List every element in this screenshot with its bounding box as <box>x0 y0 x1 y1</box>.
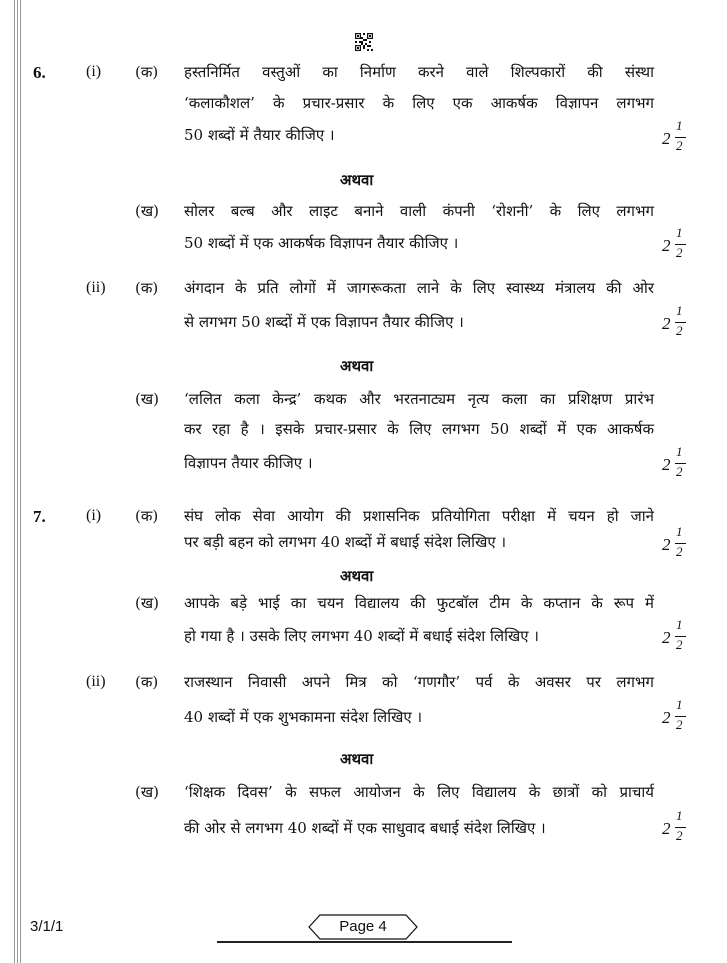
sub-question-label: (i) <box>86 507 102 524</box>
option-label: (ख) <box>135 390 159 408</box>
marks-fraction: 2 1 2 <box>662 225 688 267</box>
or-separator: अथवा <box>340 567 374 585</box>
question-number: 6. <box>33 63 46 82</box>
option-label: (क) <box>135 507 159 525</box>
question-text-line: कर रहा है । इसके प्रचार-प्रसार के लिए लगभग 50 शब्दों में एक आकर्षक <box>184 420 654 438</box>
marks-fraction: 2 1 2 <box>662 118 688 160</box>
marks-fraction: 2 1 2 <box>662 303 688 345</box>
option-label: (क) <box>135 673 159 691</box>
marks-fraction: 2 1 2 <box>662 808 688 850</box>
option-label: (क) <box>135 279 159 297</box>
question-text-line: पर बड़ी बहन को लगभग 40 शब्दों में बधाई संदेश लिखिए । <box>184 533 507 551</box>
marks-fraction: 2 1 2 <box>662 617 688 659</box>
marks-fraction: 2 1 2 <box>662 524 688 566</box>
question-number: 7. <box>33 507 46 526</box>
option-label: (क) <box>135 63 159 81</box>
question-text-line: 50 शब्दों में एक आकर्षक विज्ञापन तैयार कीजिए । <box>184 234 459 252</box>
paper-code: 3/1/1 <box>30 918 64 935</box>
question-text-line: विज्ञापन तैयार कीजिए । <box>184 454 313 472</box>
question-text-line: संघ लोक सेवा आयोग की प्रशासनिक प्रतियोगिता परीक्षा में चयन हो जाने <box>184 507 654 525</box>
question-text-line: 40 शब्दों में एक शुभकामना संदेश लिखिए । <box>184 708 423 726</box>
option-label: (ख) <box>135 594 159 612</box>
page-number: Page 4 <box>339 918 387 935</box>
qr-code-icon <box>355 33 373 51</box>
question-text-line: अंगदान के प्रति लोगों में जागरूकता लाने के लिए स्वास्थ्य मंत्रालय की ओर <box>184 279 654 297</box>
question-text-line: से लगभग 50 शब्दों में एक विज्ञापन तैयार कीजिए । <box>184 313 464 331</box>
question-text-line: सोलर बल्ब और लाइट बनाने वाली कंपनी ‘रोशनी’ के लिए लगभग <box>184 202 654 220</box>
or-separator: अथवा <box>340 357 374 375</box>
question-text-line: की ओर से लगभग 40 शब्दों में एक साधुवाद बधाई संदेश लिखिए । <box>184 819 546 837</box>
question-text-line: ‘कलाकौशल’ के प्रचार-प्रसार के लिए एक आकर्षक विज्ञापन लगभग <box>184 94 654 112</box>
marks-fraction: 2 1 2 <box>662 444 688 486</box>
or-separator: अथवा <box>340 171 374 189</box>
question-text-line: हस्तनिर्मित वस्तुओं का निर्माण करने वाले शिल्पकारों की संस्था <box>184 63 654 81</box>
question-text-line: 50 शब्दों में तैयार कीजिए । <box>184 126 335 144</box>
margin-rules <box>14 0 22 963</box>
question-text-line: हो गया है । उसके लिए लगभग 40 शब्दों में बधाई संदेश लिखिए । <box>184 627 539 645</box>
sub-question-label: (i) <box>86 63 102 80</box>
option-label: (ख) <box>135 783 159 801</box>
option-label: (ख) <box>135 202 159 220</box>
question-text-line: राजस्थान निवासी अपने मित्र को ‘गणगौर’ पर्व के अवसर पर लगभग <box>184 673 654 691</box>
or-separator: अथवा <box>340 750 374 768</box>
marks-fraction: 2 1 2 <box>662 697 688 739</box>
question-text-line: आपके बड़े भाई का चयन विद्यालय की फुटबॉल टीम के कप्तान के रूप में <box>184 594 654 612</box>
footer-rule <box>217 941 512 943</box>
question-text-line: ‘ललित कला केन्द्र’ कथक और भरतनाट्यम नृत्य कला का प्रशिक्षण प्रारंभ <box>184 390 654 408</box>
sub-question-label: (ii) <box>86 673 106 690</box>
question-text-line: ‘शिक्षक दिवस’ के सफल आयोजन के लिए विद्यालय के छात्रों को प्राचार्य <box>184 783 654 801</box>
page-number-badge <box>308 914 418 940</box>
sub-question-label: (ii) <box>86 279 106 296</box>
